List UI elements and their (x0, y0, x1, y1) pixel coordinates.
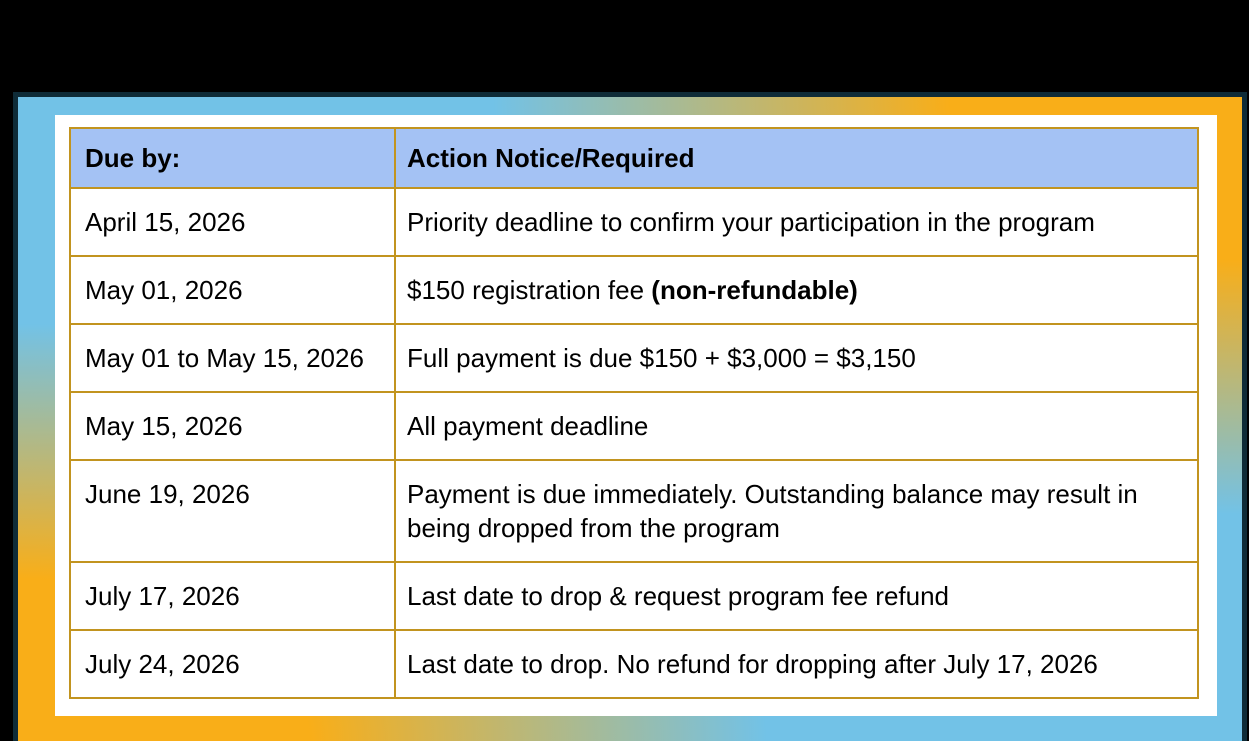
due-date-cell: July 17, 2026 (70, 562, 395, 630)
column-header-due-by: Due by: (70, 128, 395, 188)
table-body (70, 188, 1198, 698)
white-panel (55, 115, 1217, 716)
action-cell: Full payment is due $150 + $3,000 = $3,150 (395, 324, 1198, 392)
deadlines-table (69, 127, 1199, 699)
action-cell: $150 registration fee (non-refundable) (395, 256, 1198, 324)
table-row (70, 562, 1198, 630)
table-row (70, 188, 1198, 256)
table-header-row (70, 128, 1198, 188)
due-date-cell: April 15, 2026 (70, 188, 395, 256)
column-header-action-notice: Action Notice/Required (395, 128, 1198, 188)
action-cell: Last date to drop. No refund for dropping after July 17, 2026 (395, 630, 1198, 698)
due-date-cell: May 15, 2026 (70, 392, 395, 460)
table-row (70, 630, 1198, 698)
action-cell: Last date to drop & request program fee refund (395, 562, 1198, 630)
table-row (70, 324, 1198, 392)
due-date-cell: May 01 to May 15, 2026 (70, 324, 395, 392)
action-cell: All payment deadline (395, 392, 1198, 460)
flyer-card (13, 92, 1247, 741)
table-row (70, 460, 1198, 562)
due-date-cell: June 19, 2026 (70, 460, 395, 562)
table-row (70, 392, 1198, 460)
due-date-cell: May 01, 2026 (70, 256, 395, 324)
action-cell: Priority deadline to confirm your participation in the program (395, 188, 1198, 256)
action-cell: Payment is due immediately. Outstanding balance may result in being dropped from the program (395, 460, 1198, 562)
due-date-cell: July 24, 2026 (70, 630, 395, 698)
table-row (70, 256, 1198, 324)
